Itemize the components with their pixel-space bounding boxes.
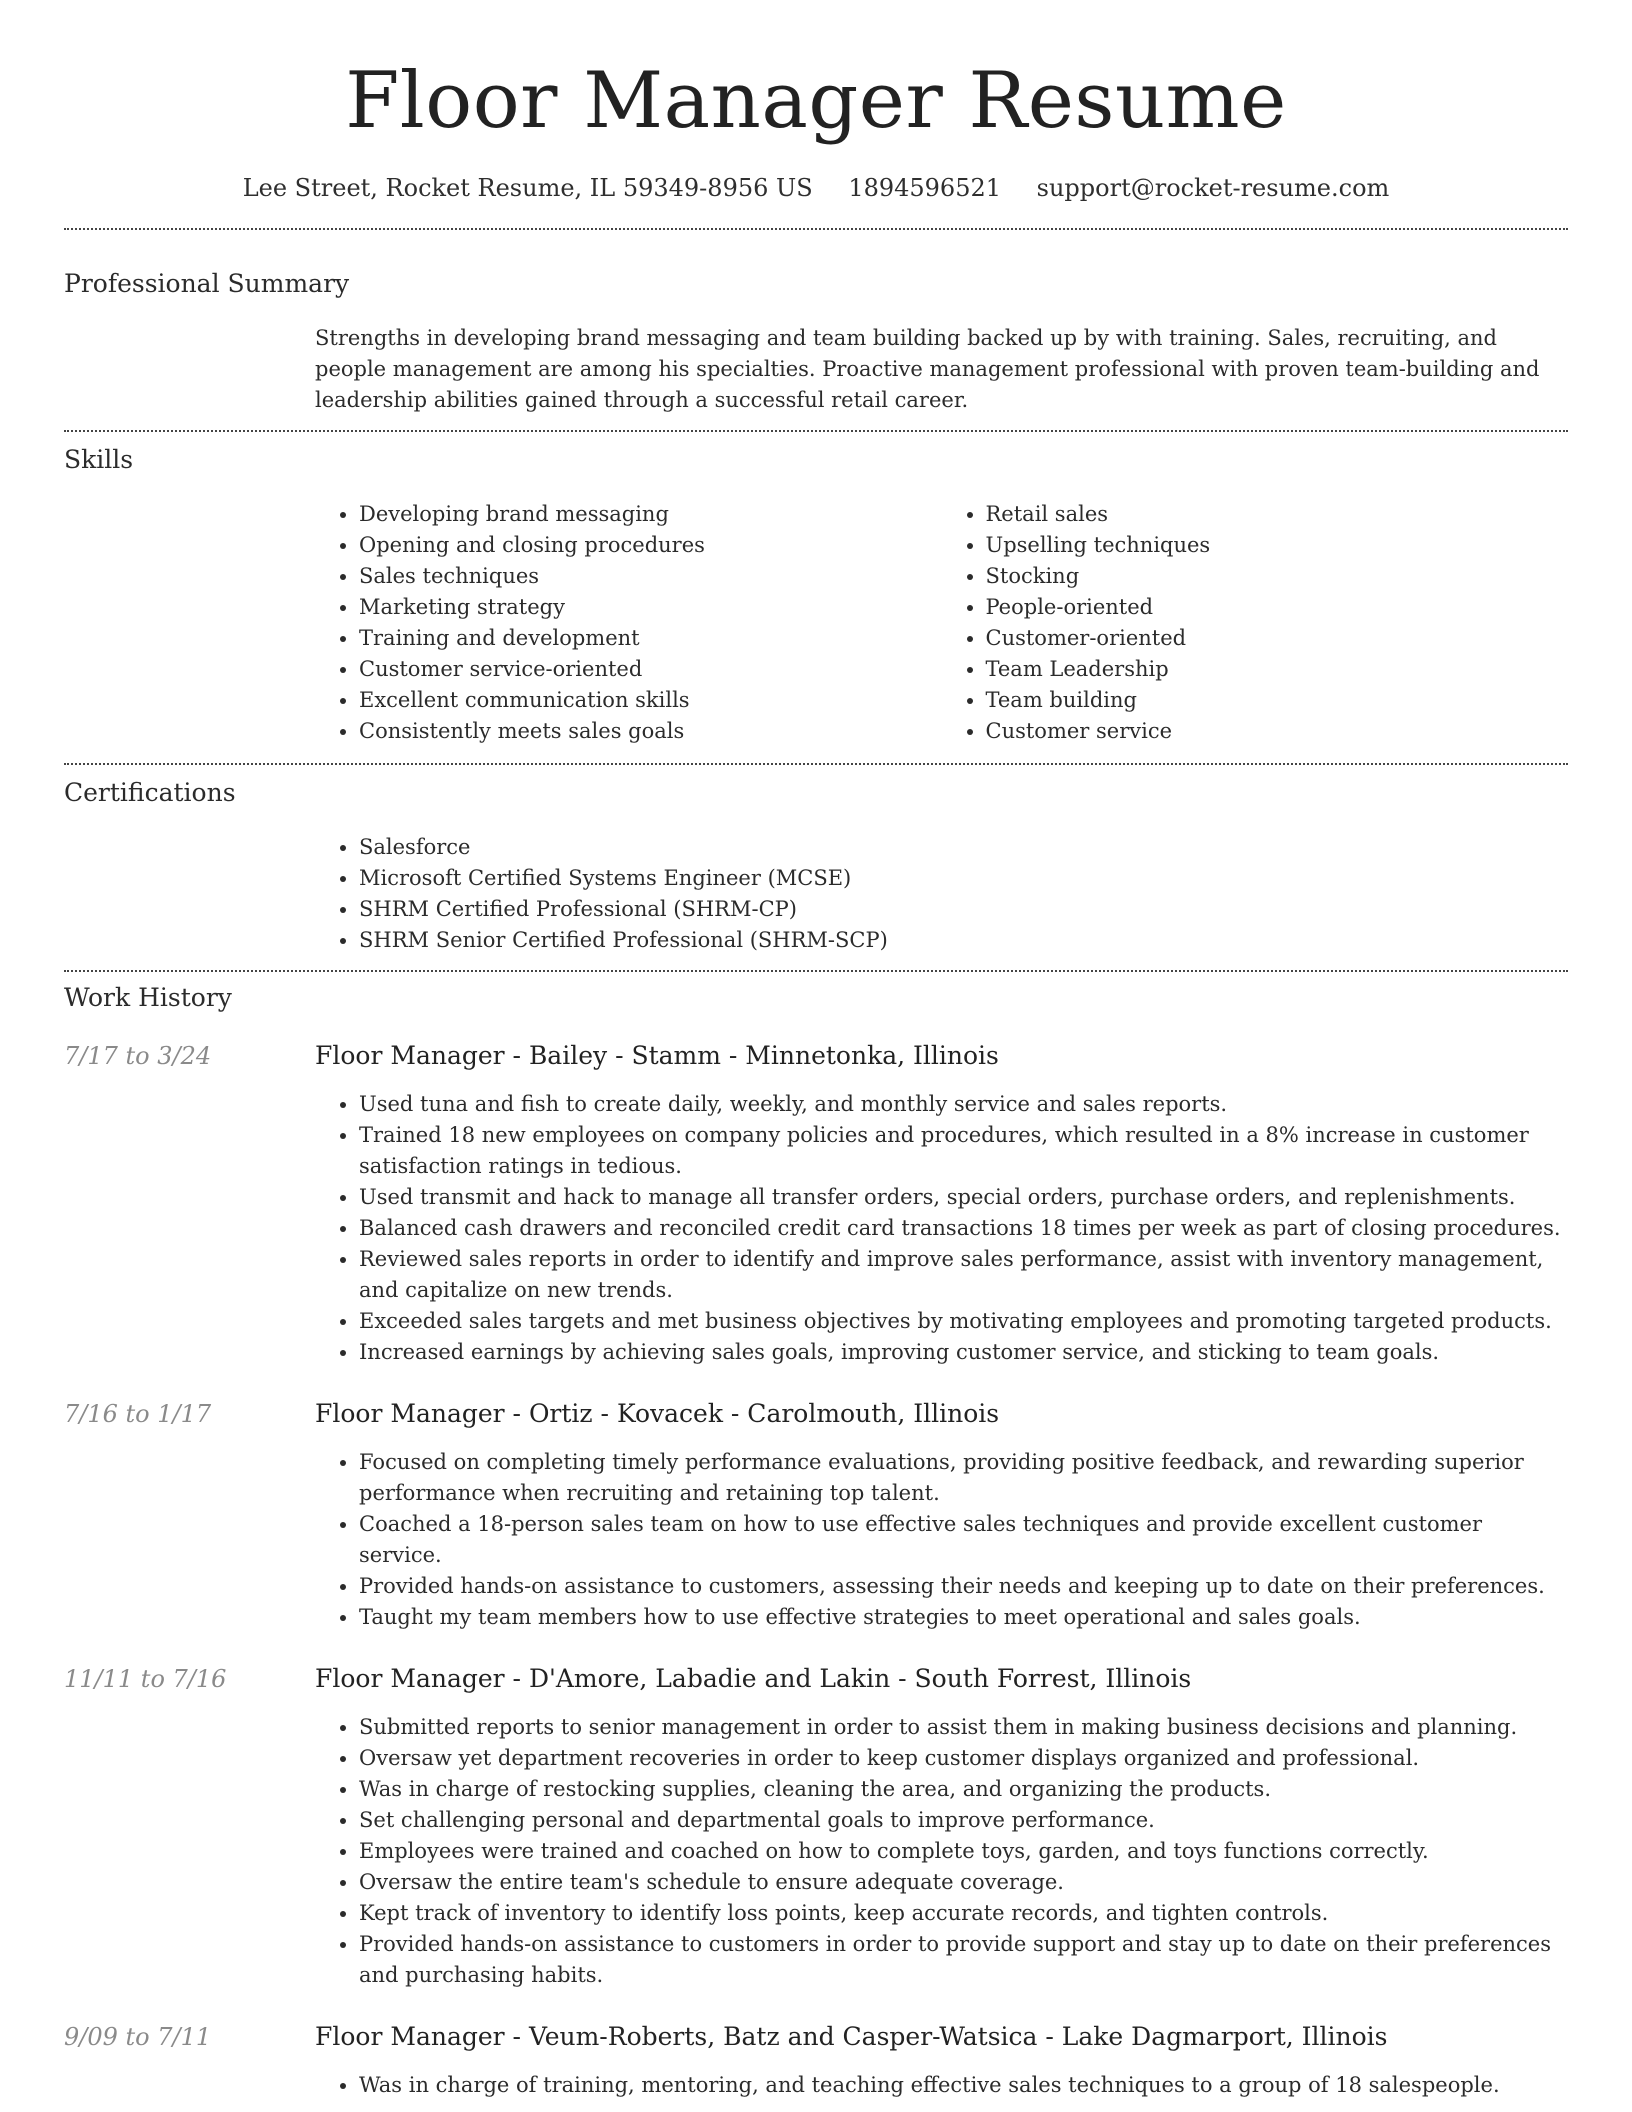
skill-item: • Team building	[986, 685, 1569, 716]
job-bullet: • Increased earnings by achieving sales goals, improving customer service, and sticking to team goals.	[359, 1337, 1568, 1368]
job-dates: 9/09 to 7/11	[64, 2023, 212, 2051]
job-title: Floor Manager - Veum-Roberts, Batz and Casper-Watsica - Lake Dagmarport, Illinois	[315, 2022, 1388, 2051]
job-bullet: • Kept track of inventory to identify loss points, keep accurate records, and tighten controls.	[359, 1898, 1568, 1929]
job-bullet: • Used transmit and hack to manage all transfer orders, special orders, purchase orders, and replenishments.	[359, 1182, 1568, 1213]
skill-item: • Opening and closing procedures	[359, 530, 942, 561]
skill-item: • Excellent communication skills	[359, 685, 942, 716]
summary-text: Strengths in developing brand messaging and team building backed up by with training. Sales, recruiting, and people management are among his specialties. Proactive management professional with proven team-building and leadership abilities gained through a successful retail career.	[315, 326, 1540, 412]
certification-item: • SHRM Certified Professional (SHRM-CP)	[359, 894, 1568, 925]
job-bullet: • Coached a 18-person sales team on how to use effective sales techniques and provide excellent customer service.	[359, 1509, 1568, 1571]
job-bullet: • Set challenging personal and departmental goals to improve performance.	[359, 1805, 1568, 1836]
skills-list-right	[942, 499, 1569, 747]
job-bullet: • Focused on completing timely performance evaluations, providing positive feedback, and rewarding superior performance when recruiting and retaining top talent.	[359, 1447, 1568, 1509]
skill-item: • Customer-oriented	[986, 623, 1569, 654]
job-entry	[64, 1398, 1568, 1633]
job-title: Floor Manager - Bailey - Stamm - Minnetonka, Illinois	[315, 1041, 999, 1070]
address-text: Lee Street, Rocket Resume, IL 59349-8956 US	[242, 174, 813, 202]
skill-item: • Stocking	[986, 561, 1569, 592]
job-bullets	[315, 2070, 1568, 2101]
skills-section	[64, 432, 1568, 747]
skill-item: • Customer service-oriented	[359, 654, 942, 685]
job-title: Floor Manager - D'Amore, Labadie and Lakin - South Forrest, Illinois	[315, 1664, 1192, 1693]
job-bullet: • Reviewed sales reports in order to identify and improve sales performance, assist with inventory management, and capitalize on new trends.	[359, 1244, 1568, 1306]
certifications-section	[64, 765, 1568, 956]
job-bullet: • Was in charge of restocking supplies, cleaning the area, and organizing the products.	[359, 1774, 1568, 1805]
page-title: Floor Manager Resume	[345, 56, 1287, 146]
skill-item: • Retail sales	[986, 499, 1569, 530]
skill-item: • Developing brand messaging	[359, 499, 942, 530]
skills-columns	[315, 499, 1568, 747]
certification-item: • Salesforce	[359, 832, 1568, 863]
skill-item: • Consistently meets sales goals	[359, 716, 942, 747]
job-title: Floor Manager - Ortiz - Kovacek - Carolmouth, Illinois	[315, 1399, 1000, 1428]
skills-list-left	[315, 499, 942, 747]
certification-item: • Microsoft Certified Systems Engineer (MCSE)	[359, 863, 1568, 894]
summary-section	[64, 230, 1568, 416]
contact-line	[64, 172, 1568, 204]
job-entry	[64, 1040, 1568, 1368]
job-bullet: • Taught my team members how to use effective strategies to meet operational and sales goals.	[359, 1602, 1568, 1633]
job-dates: 7/17 to 3/24	[64, 1042, 212, 1070]
job-bullets	[315, 1447, 1568, 1633]
email-link[interactable]: support@rocket-resume.com	[1036, 174, 1390, 202]
job-bullet: • Oversaw yet department recoveries in order to keep customer displays organized and professional.	[359, 1743, 1568, 1774]
skills-heading: Skills	[64, 445, 134, 474]
job-bullet: • Submitted reports to senior management in order to assist them in making business decisions and planning.	[359, 1712, 1568, 1743]
summary-heading: Professional Summary	[64, 269, 350, 298]
phone-text: 1894596521	[848, 174, 1002, 202]
job-entry	[64, 2021, 1568, 2101]
job-bullet: • Employees were trained and coached on how to complete toys, garden, and toys functions correctly.	[359, 1836, 1568, 1867]
certifications-heading: Certifications	[64, 778, 236, 807]
skill-item: • Customer service	[986, 716, 1569, 747]
job-dates: 7/16 to 1/17	[64, 1400, 212, 1428]
resume-page	[64, 0, 1568, 2101]
skill-item: • People-oriented	[986, 592, 1569, 623]
certifications-content	[315, 832, 1568, 956]
job-bullet: • Used tuna and fish to create daily, weekly, and monthly service and sales reports.	[359, 1089, 1568, 1120]
job-dates: 11/11 to 7/16	[64, 1665, 227, 1693]
skill-item: • Marketing strategy	[359, 592, 942, 623]
job-entry	[64, 1663, 1568, 1991]
work-history-section	[64, 972, 1568, 2101]
job-bullets	[315, 1089, 1568, 1368]
job-bullet: • Exceeded sales targets and met business objectives by motivating employees and promoting targeted products.	[359, 1306, 1568, 1337]
skill-item: • Team Leadership	[986, 654, 1569, 685]
certifications-list	[315, 832, 1568, 956]
job-bullet: • Provided hands-on assistance to customers, assessing their needs and keeping up to date on their preferences.	[359, 1571, 1568, 1602]
job-bullets	[315, 1712, 1568, 1991]
job-bullet: • Provided hands-on assistance to customers in order to provide support and stay up to date on their preferences and purchasing habits.	[359, 1929, 1568, 1991]
job-bullet: • Was in charge of training, mentoring, and teaching effective sales techniques to a group of 18 salespeople.	[359, 2070, 1568, 2101]
skill-item: • Sales techniques	[359, 561, 942, 592]
certification-item: • SHRM Senior Certified Professional (SHRM-SCP)	[359, 925, 1568, 956]
job-bullet: • Balanced cash drawers and reconciled credit card transactions 18 times per week as part of closing procedures.	[359, 1213, 1568, 1244]
job-bullet: • Trained 18 new employees on company policies and procedures, which resulted in a 8% increase in customer satisfaction ratings in tedious.	[359, 1120, 1568, 1182]
job-bullet: • Oversaw the entire team's schedule to ensure adequate coverage.	[359, 1867, 1568, 1898]
skill-item: • Training and development	[359, 623, 942, 654]
work-history-heading: Work History	[64, 983, 232, 1012]
skill-item: • Upselling techniques	[986, 530, 1569, 561]
